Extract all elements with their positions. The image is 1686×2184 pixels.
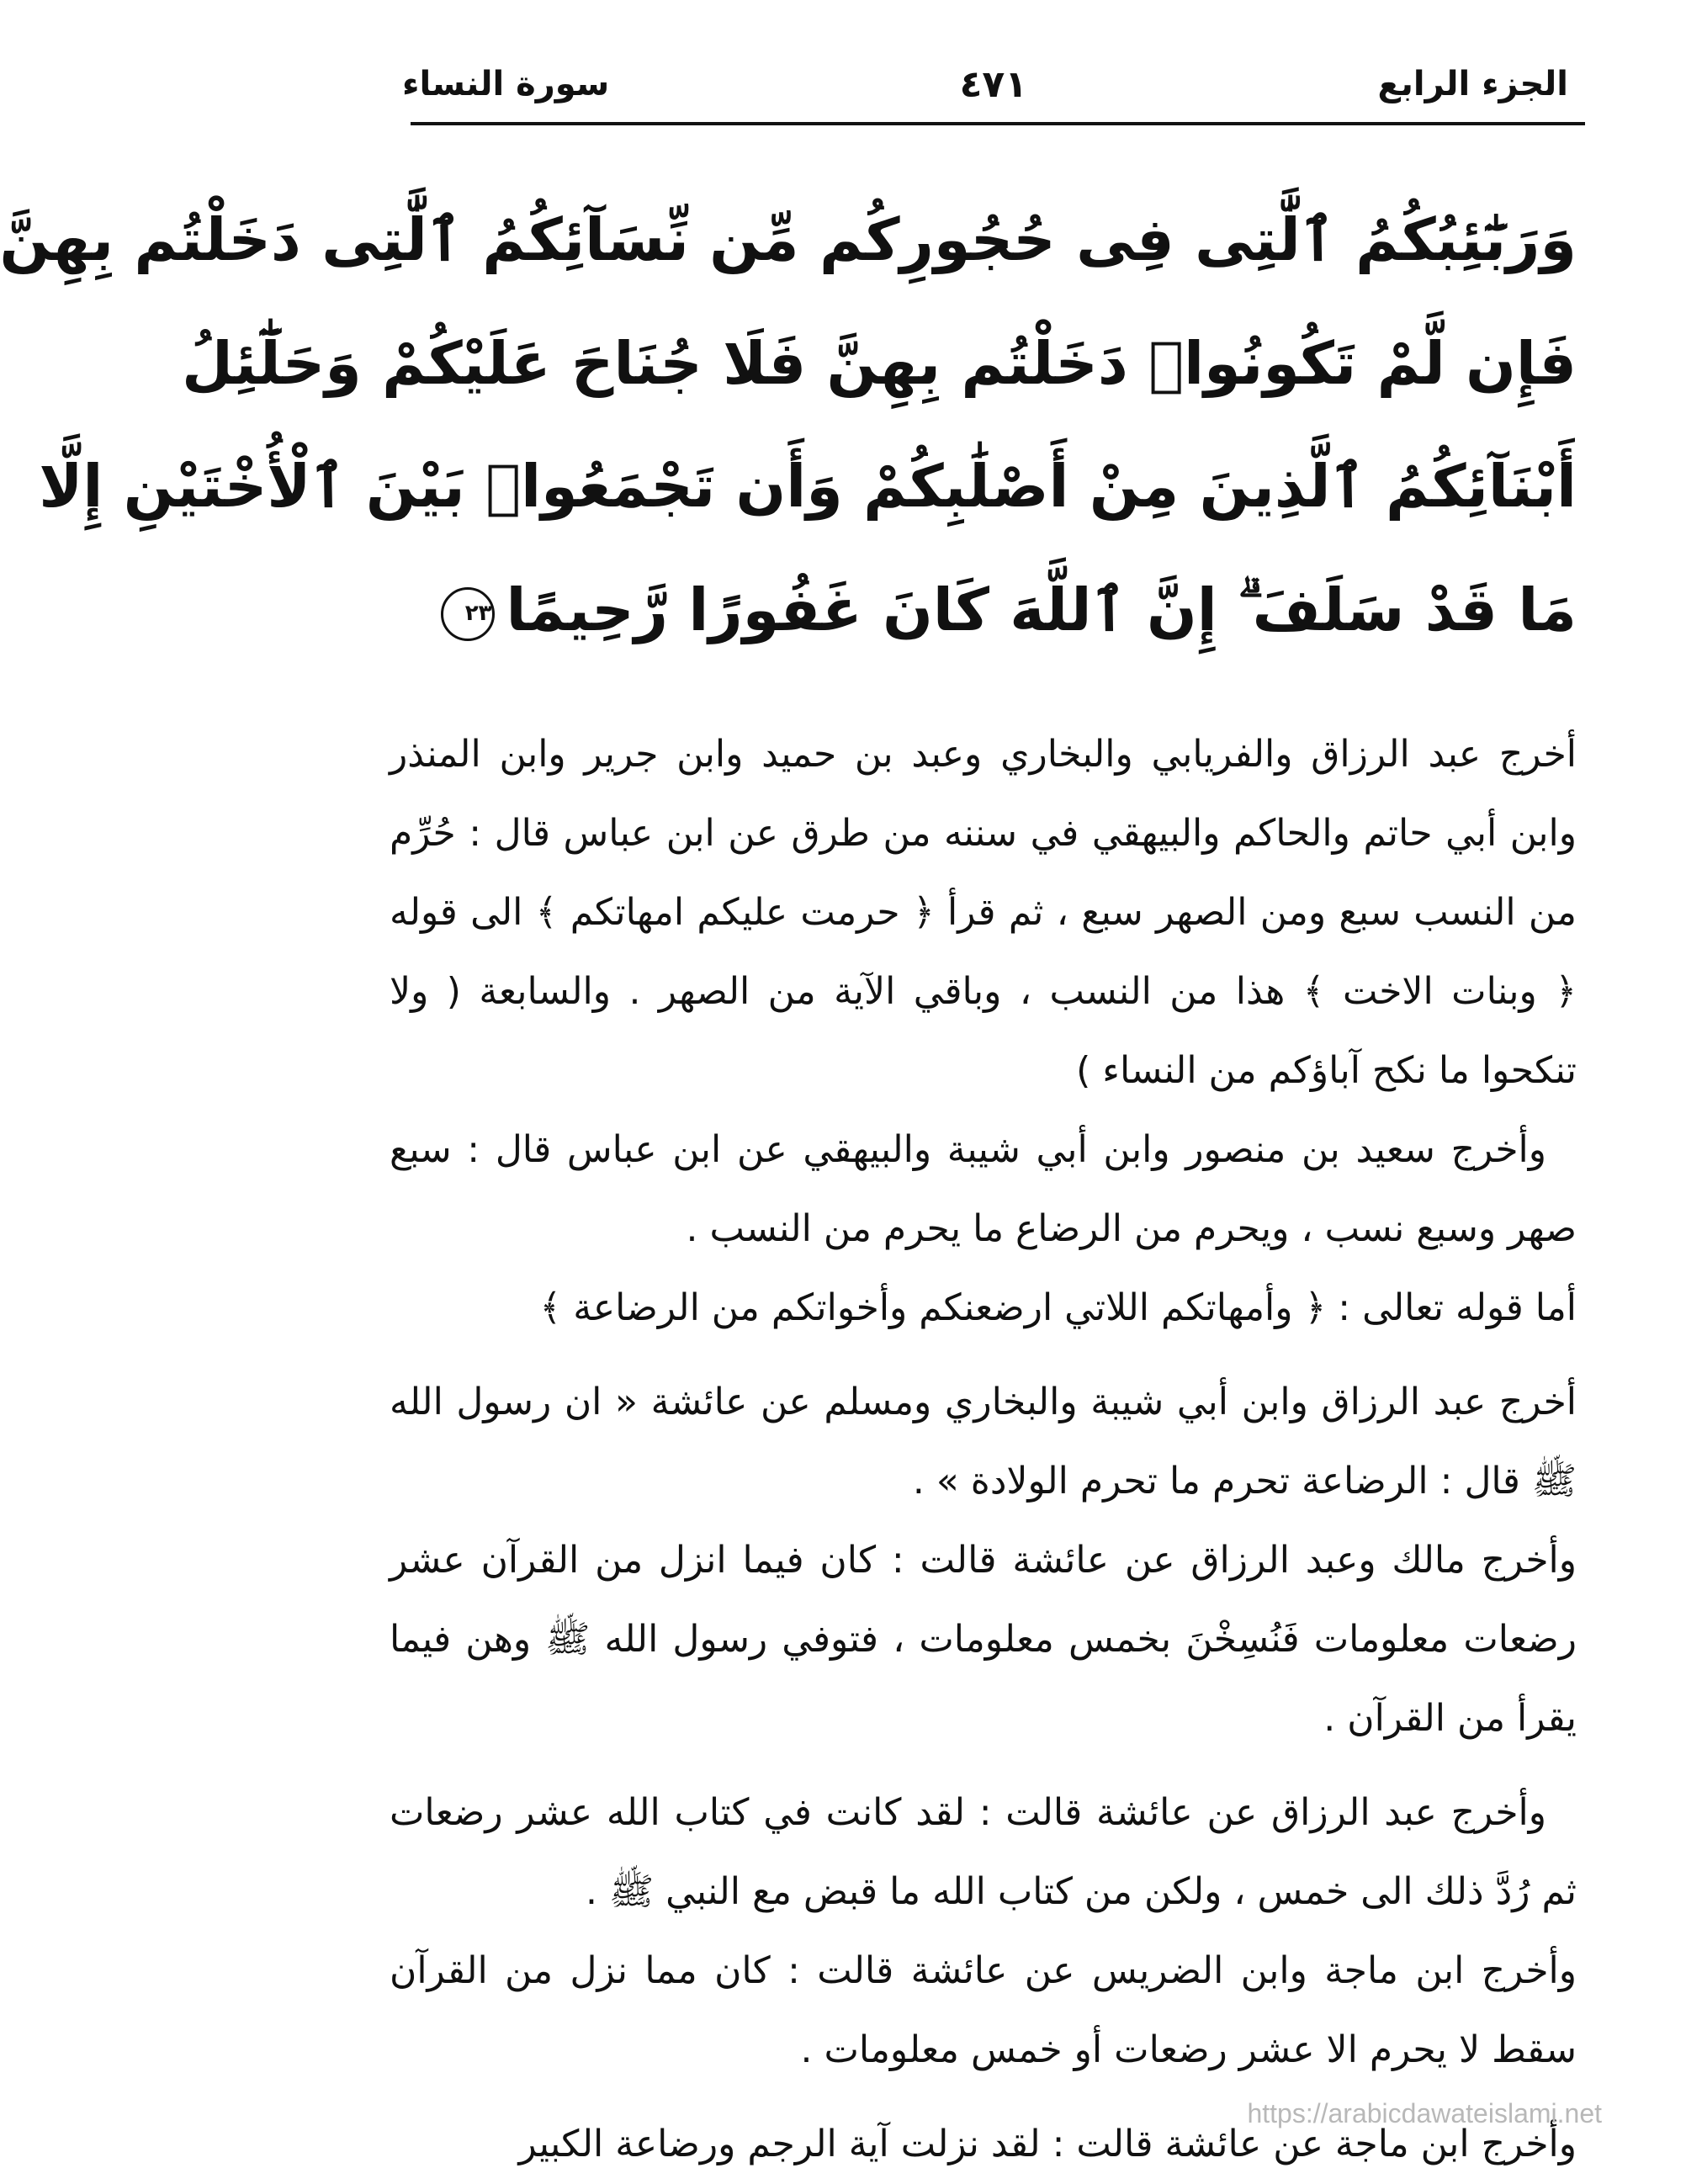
commentary-paragraph: وأخرج عبد الرزاق عن عائشة قالت : لقد كانت في كتاب الله عشر رضعات ثم رُدَّ ذلك الى خمس ، ولكن من كتاب الله ما قبض مع النبي ﷺ .: [390, 1791, 1577, 1913]
source-watermark: https://arabicdawateislami.net: [1247, 2098, 1602, 2128]
page-number: ٤٧١: [959, 62, 1028, 106]
commentary-paragraph: وأخرج مالك وعبد الرزاق عن عائشة قالت : كان فيما انزل من القرآن عشر رضعات معلومات فَنُسِخْنَ بخمس معلومات ، فتوفي رسول الله ﷺ وهن فيما يقرأ من القرآن .: [390, 1539, 1577, 1740]
commentary-paragraph: أما قوله تعالى : ﴿ وأمهاتكم اللاتي ارضعنكم وأخواتكم من الرضاعة ﴾: [539, 1286, 1577, 1329]
quran-verse-block: [0, 189, 1577, 660]
quran-line-last: [402, 559, 1577, 660]
quran-line: وَرَبَٰٓئِبُكُمُ ٱلَّٰتِى فِى حُجُورِكُم مِّن نِّسَآئِكُمُ ٱلَّٰتِى دَخَلْتُم بِهِنَّ: [0, 205, 1577, 274]
commentary-paragraph: أخرج عبد الرزاق والفريابي والبخاري وعبد بن حميد وابن جرير وابن المنذر وابن أبي حاتم والحاكم والبيهقي في سننه من طرق عن ابن عباس قال : حُرِّم من النسب سبع ومن الصهر سبع ، ثم قرأ ﴿ حرمت عليكم امهاتكم ﴾ الى قوله ﴿ وبنات الاخت ﴾ هذا من النسب ، وباقي الآية من الصهر . والسابعة ( ولا تنكحوا ما نكح آباؤكم من النساء ): [390, 733, 1577, 1092]
part-name: الجزء الرابع: [1377, 65, 1568, 103]
header-divider: [411, 122, 1585, 125]
commentary-paragraph: أخرج عبد الرزاق وابن أبي شيبة والبخاري ومسلم عن عائشة « ان رسول الله ﷺ قال : الرضاعة تحرم ما تحرم الولادة » .: [390, 1381, 1577, 1503]
commentary-paragraph: وأخرج ابن ماجة وابن الضريس عن عائشة قالت : كان مما نزل من القرآن سقط لا يحرم الا عشر رضعات أو خمس معلومات .: [390, 1949, 1577, 2071]
ayah-number-marker: ٢٣: [441, 587, 495, 641]
quran-line: أَبْنَآئِكُمُ ٱلَّذِينَ مِنْ أَصْلَٰبِكُمْ وَأَن تَجْمَعُوا۟ بَيْنَ ٱلْأُخْتَيْنِ إِلَّا: [39, 452, 1577, 522]
surah-name: سورة النساء: [402, 65, 610, 103]
quran-line: فَإِن لَّمْ تَكُونُوا۟ دَخَلْتُم بِهِنَّ فَلَا جُنَاحَ عَلَيْكُمْ وَحَلَٰٓئِلُ: [182, 328, 1577, 398]
page-header: [402, 50, 1568, 118]
quran-line-text: مَا قَدْ سَلَفَ ۗ إِنَّ ٱللَّهَ كَانَ غَفُورًا رَّحِيمًا: [506, 575, 1577, 644]
commentary-paragraph: وأخرج ابن ماجة عن عائشة قالت : لقد نزلت آية الرجم ورضاعة الكبير: [518, 2123, 1577, 2165]
commentary-paragraph: وأخرج سعيد بن منصور وابن أبي شيبة والبيهقي عن ابن عباس قال : سبع صهر وسبع نسب ، ويحرم من الرضاع ما يحرم من النسب .: [390, 1128, 1577, 1250]
